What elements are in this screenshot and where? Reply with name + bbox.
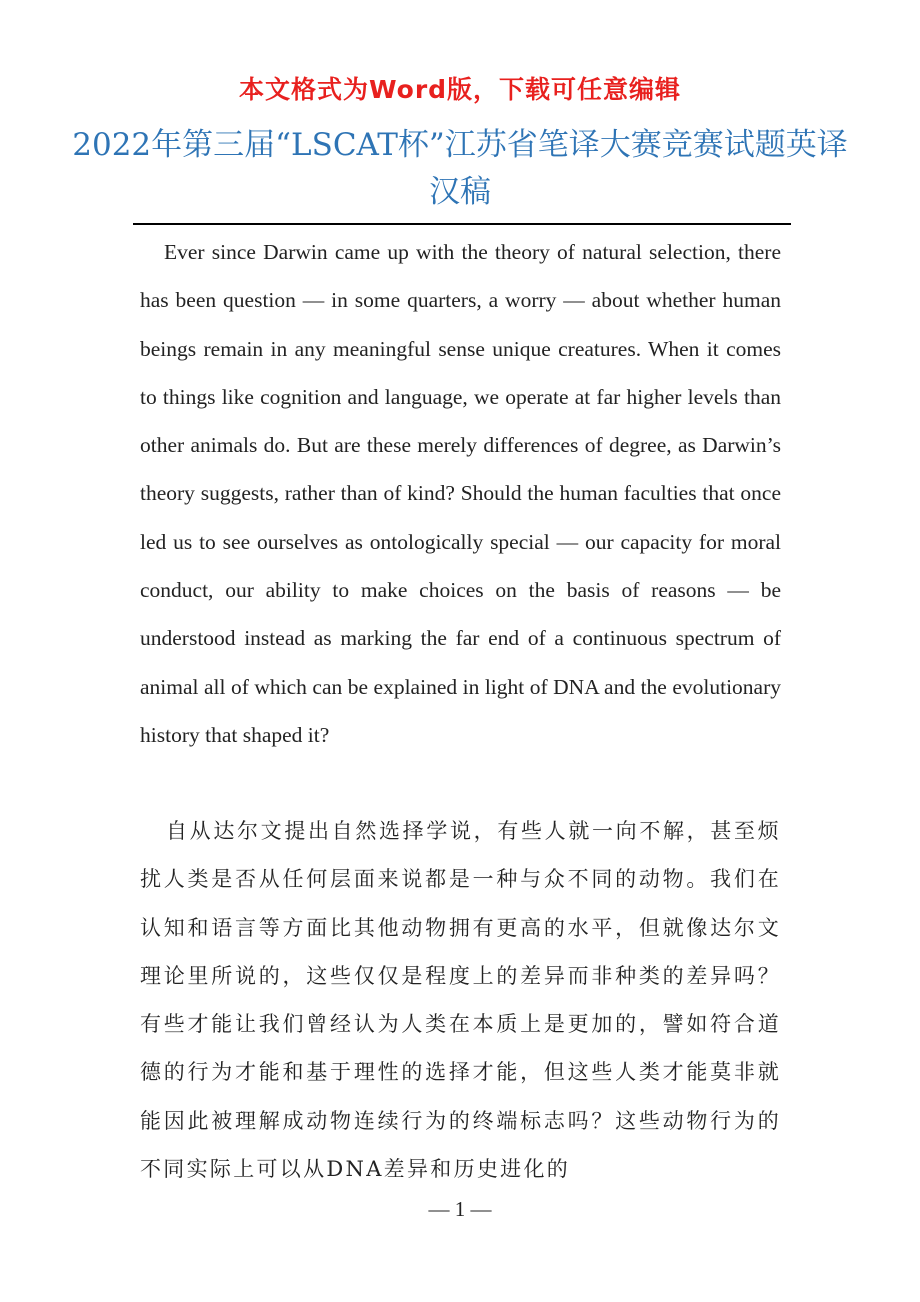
title-divider (133, 223, 791, 225)
document-title: 2022年第三届“LSCAT杯”江苏省笔译大赛竞赛试题英译汉稿 (72, 127, 848, 210)
format-notice: 本文格式为Word版，下载可任意编辑 (238, 75, 682, 104)
chinese-translation-paragraph: 自从达尔文提出自然选择学说，有些人就一向不解，甚至烦扰人类是否从任何层面来说都是一种与众不同的动物。我们在认知和语言等方面比其他动物拥有更高的水平，但就像达尔文理论里所说的，这些仅仅是程度上的差异而非种类的差异吗？有些才能让我们曾经认为人类在本质上是更加的，譬如符合道德的行为才能和基于理性的选择才能，但这些人类才能莫非就能因此被理解成动物连续行为的终端标志吗？这些动物行为的不同实际上可以从DNA差异和历史进化的 (140, 819, 781, 1182)
english-source-paragraph: Ever since Darwin came up with the theory of natural selection, there has been question — in some quarters, a worry — about whether human beings remain in any meaningful sense unique creatures. When it comes to things like cognition and language, we operate at far higher levels than other animals do. But are these merely differences of degree, as Darwin’s theory suggests, rather than of kind? Should the human faculties that once led us to see ourselves as ontologically special — our capacity for moral conduct, our ability to make choices on the basis of reasons — be understood instead as marking the far end of a continuous spectrum of animal all of which can be explained in light of DNA and the evolutionary history that shaped it? (140, 240, 781, 747)
page-number: — 1 — (428, 1197, 492, 1221)
